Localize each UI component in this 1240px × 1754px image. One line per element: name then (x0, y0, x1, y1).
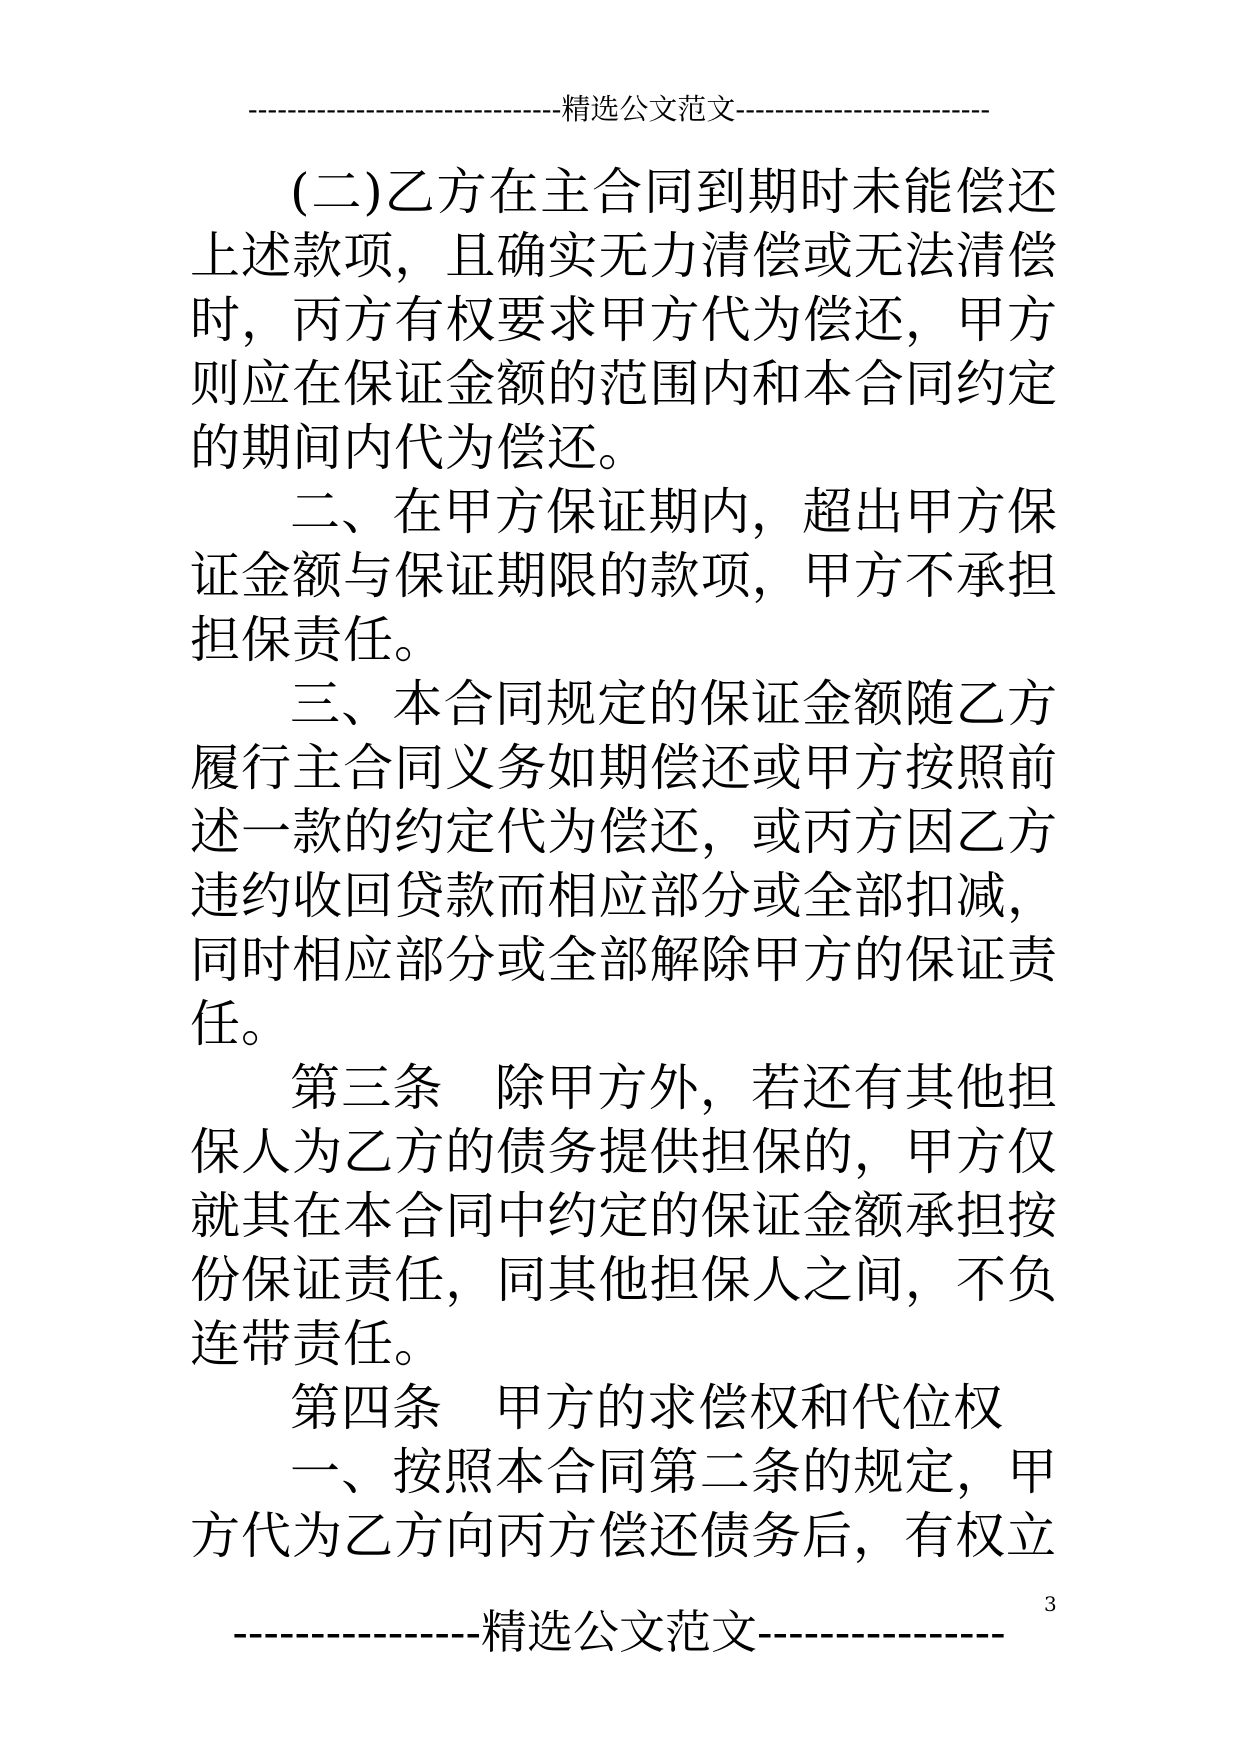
page-header: --------------------------------精选公文范文-------------------------- (247, 92, 991, 126)
paragraph-4: 第三条 除甲方外，若还有其他担保人为乙方的债务提供担保的，甲方仅就其在本合同中约定的保证金额承担按份保证责任，同其他担保人之间，不负连带责任。 (190, 1059, 1058, 1373)
paragraph-5: 第四条 甲方的求偿权和代位权 (290, 1379, 1004, 1437)
document-body (190, 160, 1058, 1568)
paragraph-1: (二)乙方在主合同到期时未能偿还上述款项，且确实无力清偿或无法清偿时，丙方有权要求甲方代为偿还，甲方则应在保证金额的范围内和本合同约定的期间内代为偿还。 (190, 163, 1058, 477)
paragraph-2: 二、在甲方保证期内，超出甲方保证金额与保证期限的款项，甲方不承担担保责任。 (190, 483, 1058, 669)
page-number: 3 (1044, 1592, 1057, 1616)
paragraph-6: 一、按照本合同第二条的规定，甲方代为乙方向丙方偿还债务后，有权立 (190, 1443, 1058, 1565)
page-footer: ----------------精选公文范文---------------- (232, 1605, 1006, 1659)
paragraph-3: 三、本合同规定的保证金额随乙方履行主合同义务如期偿还或甲方按照前述一款的约定代为偿还，或丙方因乙方违约收回贷款而相应部分或全部扣减，同时相应部分或全部解除甲方的保证责任。 (190, 675, 1058, 1053)
